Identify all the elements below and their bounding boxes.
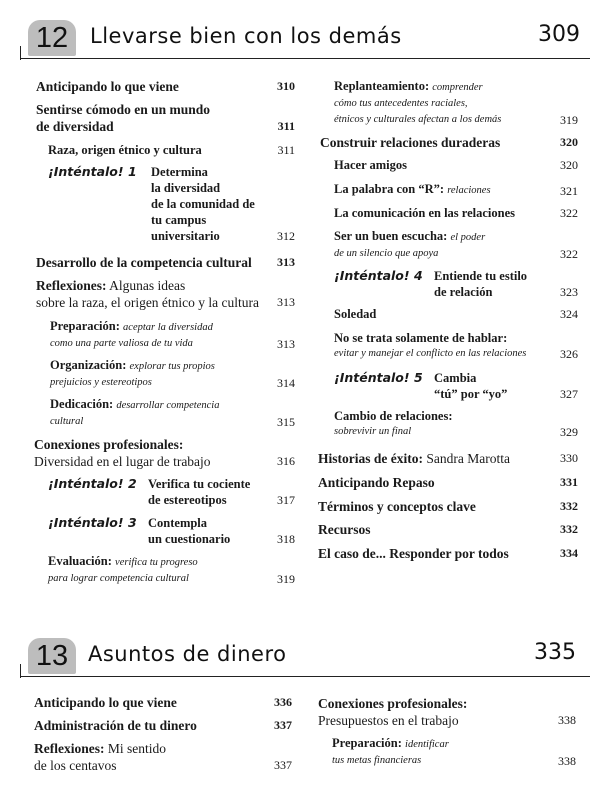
page-number: 311 [277,143,295,157]
page-number: 338 [558,713,576,727]
page-number: 311 [277,119,295,133]
page-number: 326 [560,347,578,361]
toc-entry[interactable]: Construir relaciones duraderas 320 [320,135,578,150]
page-number: 322 [560,247,578,261]
page-number: 324 [560,307,578,321]
chapter-page-number: 309 [538,22,580,47]
page-number: 331 [560,475,578,489]
page-number: 317 [277,493,295,507]
toc-entry[interactable]: Conexiones profesionales: Diversidad en el lugar de trabajo 316 [34,437,295,469]
toc-subentry[interactable]: Raza, origen étnico y cultura 311 [48,143,295,157]
try-it-description: Entiende tu estilo de relación [434,269,528,299]
page-number: 323 [560,285,578,299]
chapter-title: Llevarse bien con los demás [90,24,402,48]
toc-subentry[interactable]: Organización: explorar tus propios prejuicios y estereotipos 314 [50,358,295,390]
page-number: 338 [558,754,576,768]
toc-entry[interactable]: Desarrollo de la competencia cultural 313 [36,255,295,270]
chapter-page-number: 335 [534,640,576,665]
try-it-description: Contempla un cuestionario [148,516,231,546]
try-it-label: ¡Inténtalo! 4 [334,268,423,283]
toc-subentry[interactable]: Dedicación: desarrollar competencia cultural 315 [50,397,295,429]
page-number: 310 [277,79,295,93]
toc-subentry[interactable]: No se trata solamente de hablar: evitar y manejar el conflicto en las relaciones 326 [334,331,578,361]
page-number: 319 [277,572,295,586]
try-it-label: ¡Inténtalo! 1 [48,164,137,179]
page-number: 320 [560,135,578,149]
toc-subentry[interactable]: Ser un buen escucha: el poder de un silencio que apoya 322 [334,229,578,261]
chapter-title: Asuntos de dinero [88,642,287,666]
toc-entry[interactable]: Sentirse cómodo en un mundo de diversidad 311 [36,102,295,134]
try-it-description: Determina la diversidad de la comunidad de tu campus universitario [151,165,255,243]
chapter-number: 13 [28,638,76,674]
try-it-description: Cambia “tú” por “yo” [434,371,508,401]
toc-entry[interactable]: El caso de... Responder por todos 334 [318,546,578,561]
page-number: 334 [560,546,578,560]
page-number: 313 [277,337,295,351]
page-number: 329 [560,425,578,439]
page-number: 337 [274,718,292,732]
toc-entry[interactable]: Anticipando Repaso 331 [318,475,578,490]
page-number: 312 [277,229,295,243]
try-it-label: ¡Inténtalo! 3 [48,515,137,530]
page-number: 319 [560,113,578,127]
page-number: 336 [274,695,292,709]
page-number: 327 [560,387,578,401]
page-number: 316 [277,454,295,468]
toc-subentry[interactable]: Cambio de relaciones: sobrevivir un final 329 [334,409,578,439]
ch13-right-column [318,0,576,788]
try-it-label: ¡Inténtalo! 2 [48,476,137,491]
chapter-number: 12 [28,20,76,56]
page-number: 314 [277,376,295,390]
page-number: 322 [560,206,578,220]
toc-entry[interactable]: Anticipando lo que viene 336 [34,695,292,710]
toc-entry[interactable]: Historias de éxito: Sandra Marotta 330 [318,451,578,466]
page-number: 332 [560,499,578,513]
page-number: 313 [277,255,295,269]
toc-entry[interactable]: Conexiones profesionales: Presupuestos en el trabajo 338 [318,696,576,728]
toc-entry[interactable]: Términos y conceptos clave 332 [318,499,578,514]
toc-subentry[interactable]: Evaluación: verifica tu progreso para lograr competencia cultural 319 [48,554,295,586]
ch13-left-column [34,0,292,788]
toc-subentry[interactable]: La palabra con “R”: relaciones 321 [334,182,578,198]
toc-subentry[interactable]: Preparación: aceptar la diversidad como una parte valiosa de tu vida 313 [50,319,295,351]
page-number: 330 [560,451,578,465]
page-number: 313 [277,295,295,309]
page-number: 332 [560,522,578,536]
toc-subentry[interactable]: Soledad 324 [334,307,578,321]
page-number: 337 [274,758,292,772]
try-it-description: Verifica tu cociente de estereotipos [148,477,251,507]
page-number: 318 [277,532,295,546]
toc-subentry[interactable]: Hacer amigos 320 [334,158,578,172]
toc-subentry[interactable]: Replanteamiento: comprender cómo tus antecedentes raciales, étnicos y culturales afectan a los demás 319 [334,79,578,127]
toc-subentry[interactable]: La comunicación en las relaciones 322 [334,206,578,220]
toc-entry[interactable]: Anticipando lo que viene 310 [36,79,295,94]
page-number: 320 [560,158,578,172]
page-number: 315 [277,415,295,429]
toc-entry[interactable]: Reflexiones: Algunas ideas sobre la raza, el origen étnico y la cultura 313 [36,278,295,310]
toc-subentry[interactable]: Preparación: identificar tus metas financieras 338 [332,736,576,768]
toc-entry[interactable]: Administración de tu dinero 337 [34,718,292,733]
toc-entry[interactable]: Reflexiones: Mi sentido de los centavos 337 [34,741,292,773]
try-it-label: ¡Inténtalo! 5 [334,370,423,385]
toc-entry[interactable]: Recursos 332 [318,522,578,537]
page-number: 321 [560,184,578,198]
